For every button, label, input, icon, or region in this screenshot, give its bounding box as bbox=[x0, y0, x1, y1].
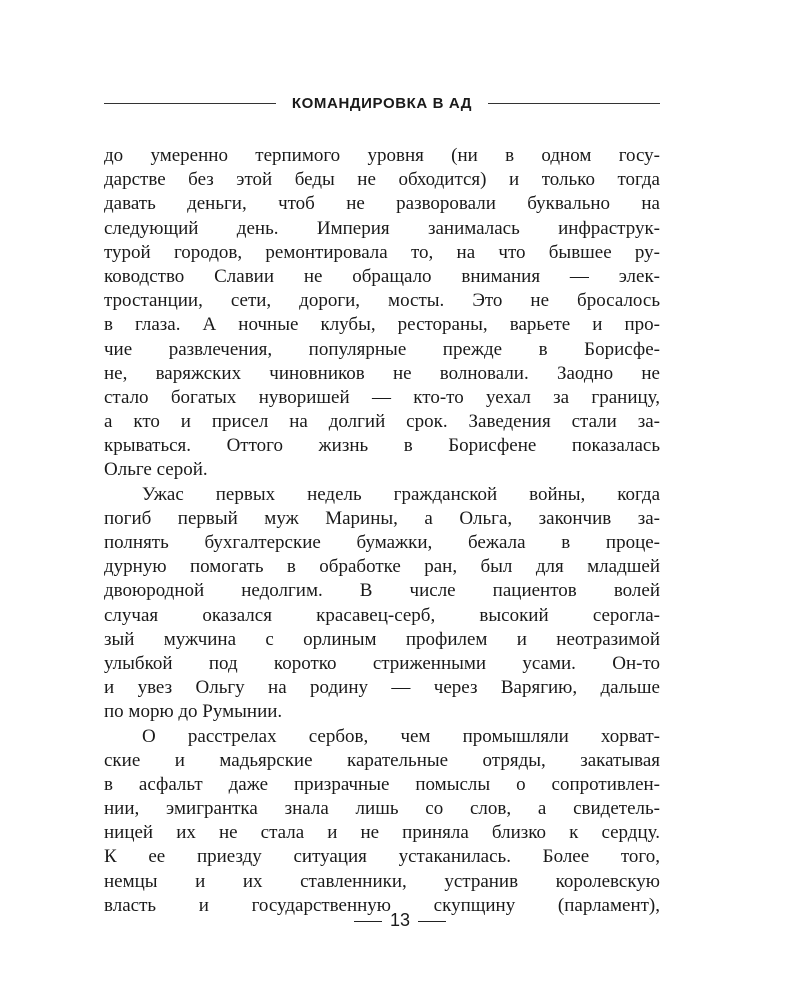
header-rule-left bbox=[104, 103, 276, 104]
text-line: Ольге серой. bbox=[104, 459, 208, 481]
text-line: тростанции, сети, дороги, мосты. Это не бросалось bbox=[104, 290, 660, 312]
text-line: полнять бухгалтерские бумажки, бежала в проце- bbox=[104, 532, 660, 553]
page-number: 13 bbox=[389, 910, 411, 930]
text-line: следующий день. Империя занималась инфраструк- bbox=[104, 217, 660, 239]
text-line: по морю до Румынии. bbox=[104, 701, 283, 723]
paragraph bbox=[104, 483, 660, 725]
text-line: в глаза. А ночные клубы, рестораны, варьете и про- bbox=[104, 314, 660, 336]
page-footer bbox=[0, 910, 800, 931]
text-line: власть и государственную скупщину (парламент), bbox=[104, 894, 660, 916]
paragraph bbox=[104, 725, 660, 919]
text-line: Ужас первых недель гражданской войны, когда bbox=[142, 483, 660, 505]
body-text bbox=[104, 144, 660, 918]
text-line: погиб первый муж Марины, а Ольга, закончив за- bbox=[104, 507, 660, 529]
text-line: улыбкой под коротко стриженными усами. Он-то bbox=[104, 652, 660, 674]
text-line: К ее приезду ситуация устаканилась. Более того, bbox=[104, 846, 660, 868]
text-line: стало богатых нуворишей — кто-то уехал за границу, bbox=[104, 386, 660, 408]
running-title: КОМАНДИРОВКА В АД bbox=[291, 94, 473, 112]
text-line: ководство Славии не обращало внимания — элек- bbox=[104, 265, 660, 287]
text-line: чие развлечения, популярные прежде в Борисфе- bbox=[104, 338, 660, 360]
text-line: двоюродной недолгим. В числе пациентов волей bbox=[104, 580, 660, 602]
text-line: давать деньги, чтоб не разворовали буквально на bbox=[104, 193, 660, 215]
footer-dash-left bbox=[354, 921, 382, 922]
text-line: и увез Ольгу на родину — через Варягию, дальше bbox=[104, 677, 660, 699]
text-line: О расстрелах сербов, чем промышляли хорват- bbox=[142, 725, 660, 747]
text-line: а кто и присел на долгий срок. Заведения стали за- bbox=[104, 411, 660, 433]
text-line: крываться. Оттого жизнь в Борисфене показалась bbox=[104, 435, 660, 457]
text-line: ские и мадьярские карательные отряды, закатывая bbox=[104, 749, 660, 771]
header-rule-right bbox=[488, 103, 660, 104]
text-line: ницей их не стала и не приняла близко к сердцу. bbox=[104, 822, 660, 844]
footer-dash-right bbox=[418, 921, 446, 922]
text-line: зый мужчина с орлиным профилем и неотразимой bbox=[104, 628, 660, 650]
paragraph bbox=[104, 144, 660, 483]
running-header bbox=[104, 88, 660, 118]
text-line: немцы и их ставленники, устранив королевскую bbox=[104, 870, 660, 892]
text-line: турой городов, ремонтировала то, на что бывшее ру- bbox=[104, 241, 660, 263]
text-line: дарстве без этой беды не обходится) и только тогда bbox=[104, 169, 660, 191]
text-line: нии, эмигрантка знала лишь со слов, а свидетель- bbox=[104, 798, 660, 820]
text-line: случая оказался красавец-серб, высокий серогла- bbox=[104, 604, 660, 626]
text-line: до умеренно терпимого уровня (ни в одном госу- bbox=[104, 145, 660, 166]
text-line: дурную помогать в обработке ран, был для младшей bbox=[104, 556, 660, 578]
text-line: не, варяжских чиновников не волновали. Заодно не bbox=[104, 362, 660, 384]
text-line: в асфальт даже призрачные помыслы о сопротивлен- bbox=[104, 773, 660, 795]
